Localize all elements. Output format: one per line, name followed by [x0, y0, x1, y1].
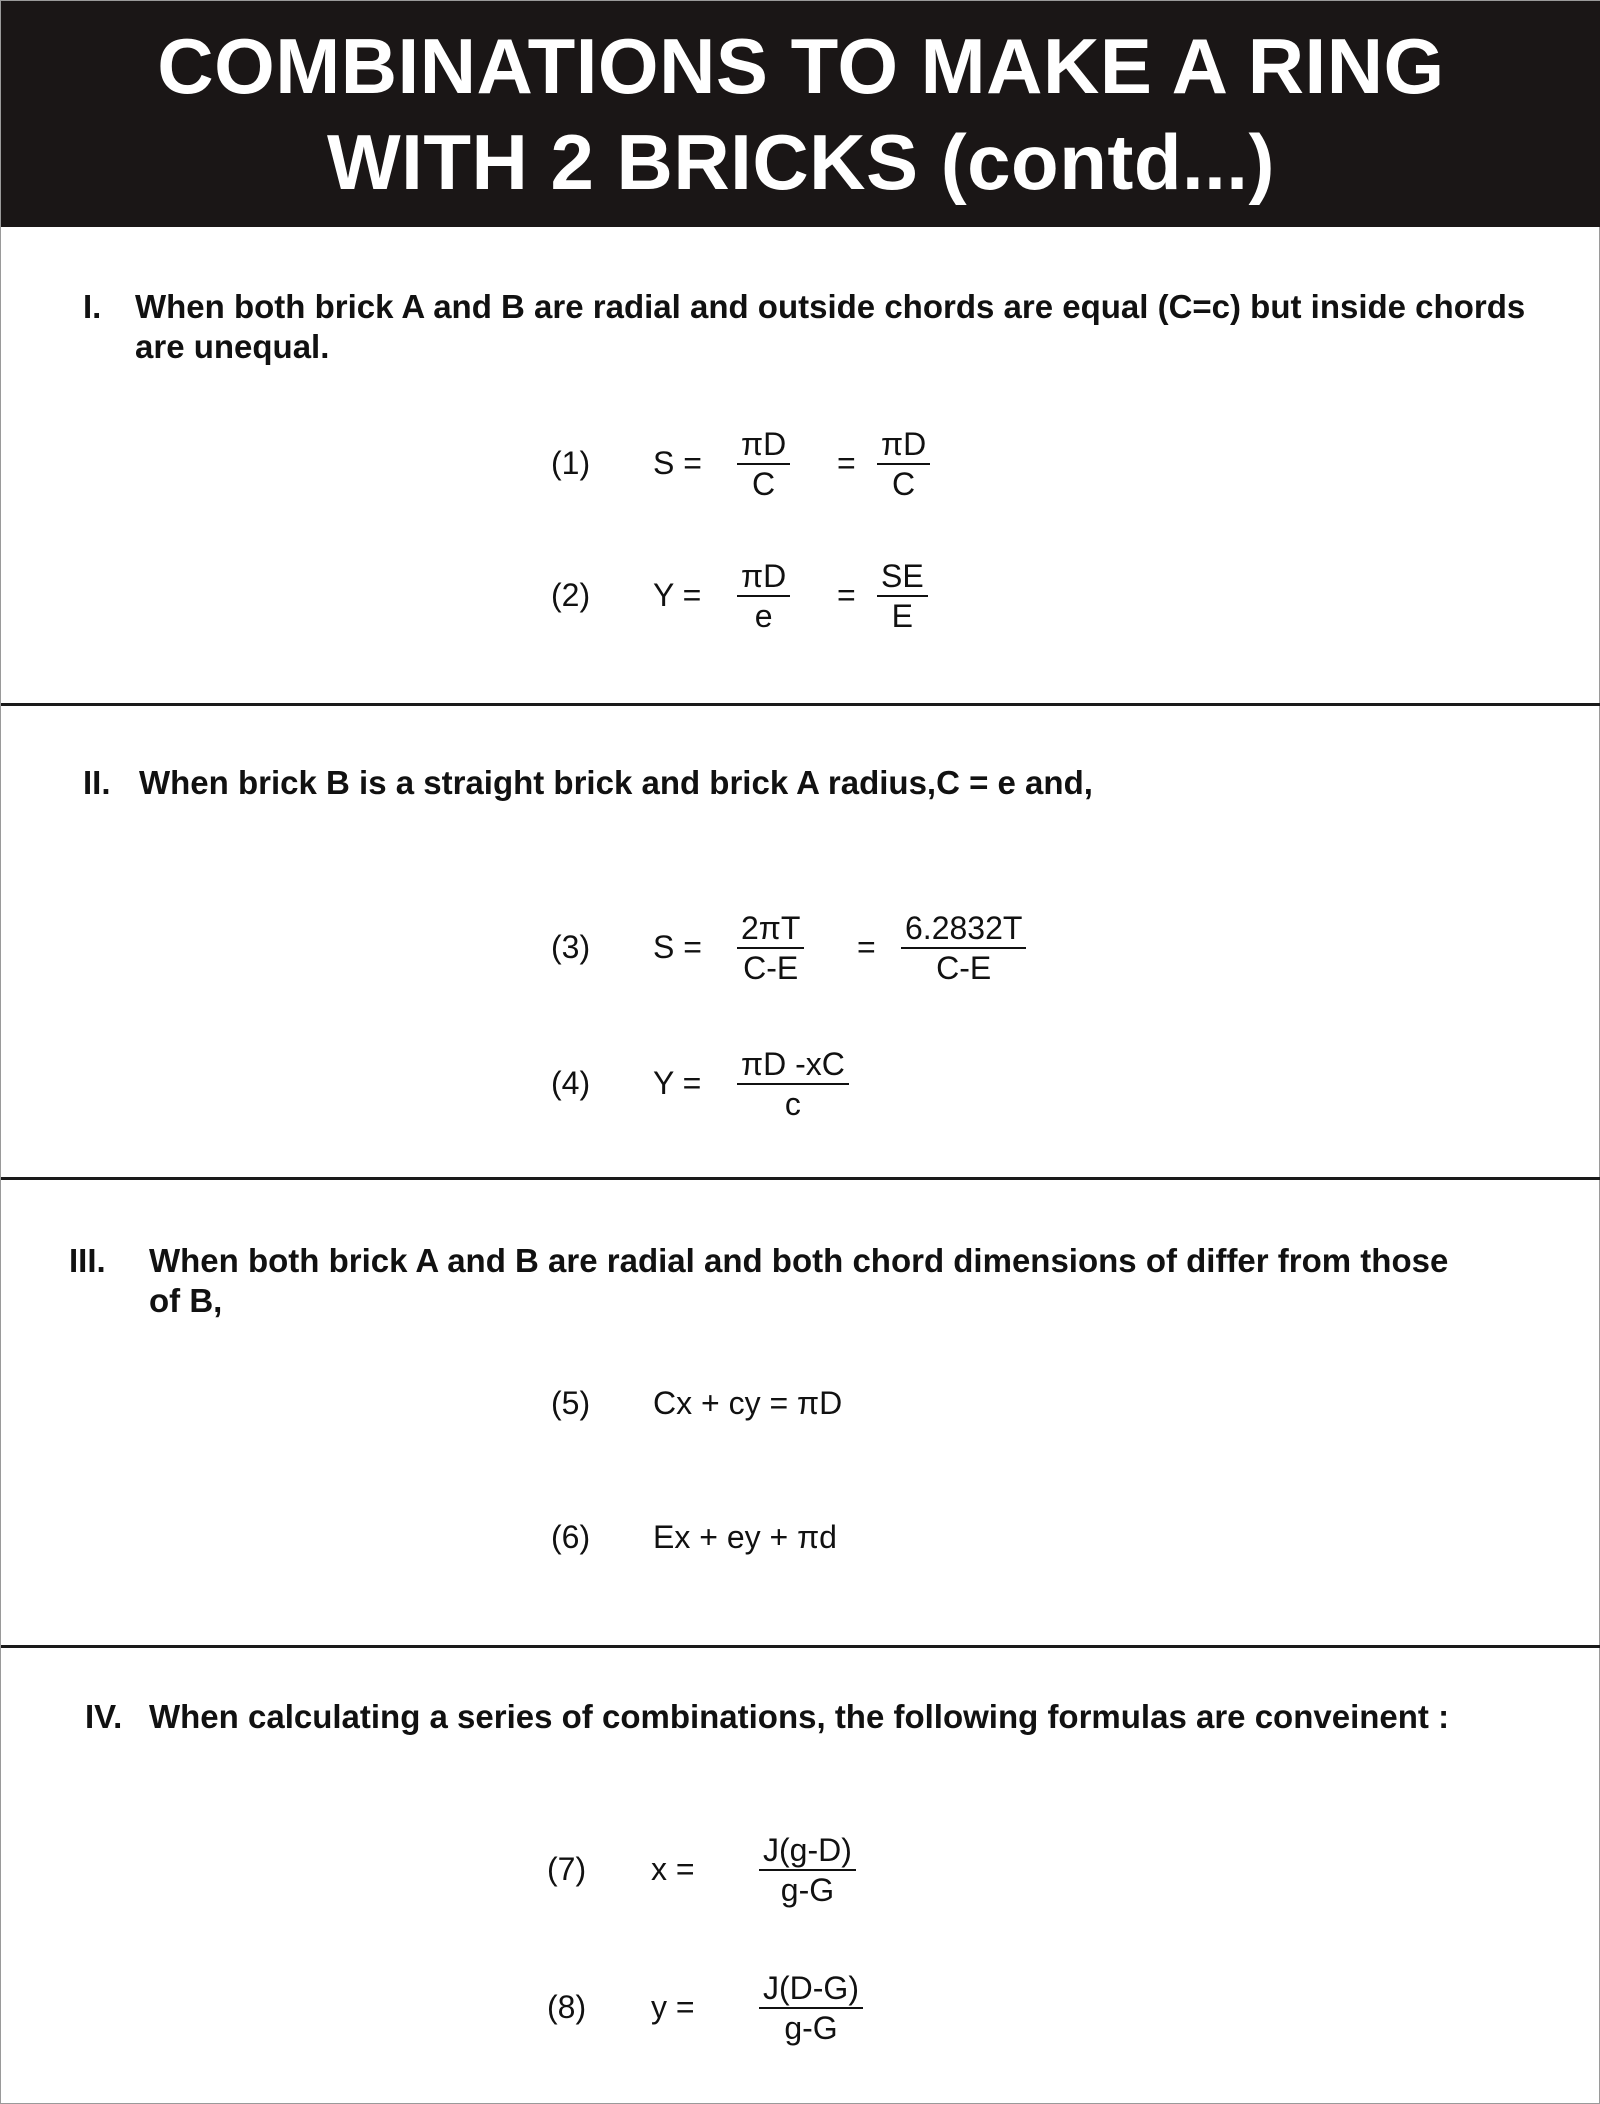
equation-1-equals: =	[837, 445, 856, 481]
equation-2	[551, 557, 971, 637]
equation-1-fraction-1	[737, 425, 790, 503]
equation-2-fraction-2-numerator: SE	[881, 558, 924, 594]
section-divider	[1, 703, 1600, 706]
equation-8-denominator: g-G	[784, 2010, 838, 2046]
equation-3-fraction-1-numerator: 2πT	[741, 910, 801, 946]
equation-5-expression: Cx + cy = πD	[653, 1385, 843, 1421]
section-1-heading	[83, 287, 1543, 367]
section-4-number: IV.	[85, 1698, 123, 1735]
section-1-number: I.	[83, 288, 102, 325]
equation-7	[547, 1831, 967, 1911]
equation-1-fraction-2	[877, 425, 930, 503]
equation-1-fraction-1-denominator: C	[752, 466, 776, 502]
equation-3-fraction-2	[901, 909, 1026, 987]
equation-1-fraction-2-denominator: C	[892, 466, 916, 502]
page-title-line-2: WITH 2 BRICKS (contd...)	[327, 118, 1275, 206]
section-4-text: When calculating a series of combinations, the following formulas are conveinent :	[149, 1698, 1450, 1735]
section-4-heading	[85, 1697, 1585, 1737]
equation-3-lhs: S =	[653, 929, 702, 965]
equation-3-fraction-2-numerator: 6.2832T	[905, 910, 1023, 946]
equation-2-fraction-1-numerator: πD	[741, 558, 787, 594]
section-3-heading	[69, 1241, 1469, 1321]
equation-2-lhs: Y =	[653, 577, 702, 613]
equation-7-label: (7)	[547, 1851, 587, 1887]
equation-7-numerator: J(g-D)	[763, 1832, 852, 1868]
equation-7-fraction	[759, 1831, 856, 1909]
equation-1-fraction-1-numerator: πD	[741, 426, 787, 462]
section-divider	[1, 1177, 1600, 1180]
equation-2-equals: =	[837, 577, 856, 613]
section-divider	[1, 1645, 1600, 1648]
equation-3-label: (3)	[551, 929, 591, 965]
equation-5	[551, 1365, 971, 1445]
page-title-line-1: COMBINATIONS TO MAKE A RING	[157, 22, 1445, 110]
section-2-text: When brick B is a straight brick and brick A radius,C = e and,	[139, 764, 1093, 801]
equation-2-fraction-1	[737, 557, 790, 635]
equation-4-numerator: πD -xC	[741, 1046, 845, 1082]
equation-3-fraction-2-denominator: C-E	[936, 950, 992, 986]
equation-3	[551, 909, 1071, 989]
equation-4-fraction	[737, 1045, 849, 1123]
equation-3-equals: =	[857, 929, 876, 965]
equation-7-lhs: x =	[651, 1851, 695, 1887]
equation-1	[551, 425, 971, 505]
equation-8-label: (8)	[547, 1989, 587, 2025]
section-3-number: III.	[69, 1242, 106, 1279]
equation-2-label: (2)	[551, 577, 591, 613]
page-title	[1, 1, 1600, 227]
equation-8	[547, 1969, 967, 2049]
equation-8-lhs: y =	[651, 1989, 695, 2025]
equation-2-fraction-1-denominator: e	[754, 598, 773, 634]
equation-2-fraction-2-denominator: E	[891, 598, 914, 634]
equation-6-expression: Ex + ey + πd	[653, 1519, 837, 1555]
equation-1-fraction-2-numerator: πD	[881, 426, 927, 462]
equation-1-lhs: S =	[653, 445, 702, 481]
equation-8-numerator: J(D-G)	[763, 1970, 859, 2006]
equation-8-fraction	[759, 1969, 863, 2047]
equation-4-label: (4)	[551, 1065, 591, 1101]
section-2-number: II.	[83, 764, 111, 801]
equation-6-label: (6)	[551, 1519, 591, 1555]
equation-6	[551, 1499, 971, 1579]
section-3-text: When both brick A and B are radial and both chord dimensions of differ from those of B,	[149, 1242, 1449, 1319]
equation-2-fraction-2	[877, 557, 928, 635]
equation-5-label: (5)	[551, 1385, 591, 1421]
equation-4	[551, 1045, 971, 1125]
equation-3-fraction-1-denominator: C-E	[743, 950, 799, 986]
equation-4-denominator: c	[784, 1086, 801, 1122]
equation-7-denominator: g-G	[780, 1872, 835, 1908]
equation-4-lhs: Y =	[653, 1065, 702, 1101]
equation-3-fraction-1	[737, 909, 804, 987]
section-1-text: When both brick A and B are radial and outside chords are equal (C=c) but inside chords are unequal.	[135, 288, 1526, 365]
equation-1-label: (1)	[551, 445, 591, 481]
section-2-heading	[83, 763, 1543, 803]
